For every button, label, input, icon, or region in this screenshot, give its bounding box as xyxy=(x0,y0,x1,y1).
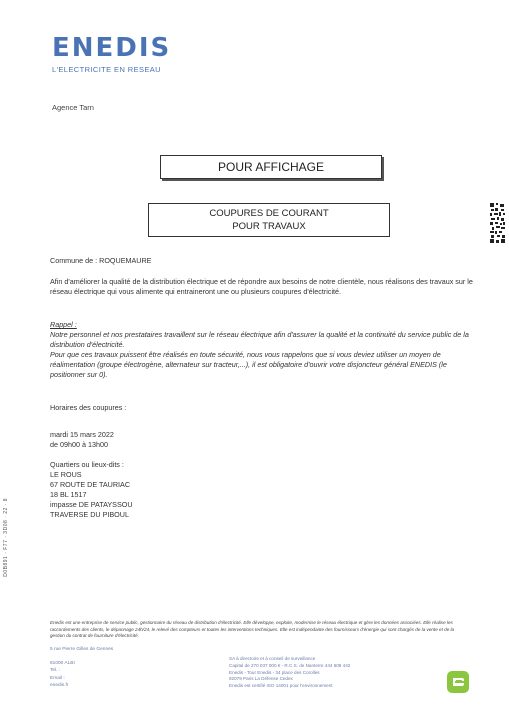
enedis-symbol-icon xyxy=(446,670,470,694)
notice-title-line2: POUR TRAVAUX xyxy=(232,221,306,232)
enedis-logo-text: ENEDIS xyxy=(52,33,172,63)
footer-address-line1: 5 rue Pierre Gilles de Gennes xyxy=(50,647,114,652)
list-item: TRAVERSE DU PIBOUL xyxy=(50,510,129,519)
company-line2: Capital de 270 037 000 € - R.C.S. de Nanterre 444 608 442 xyxy=(229,662,351,668)
footer-address-line2: 81000 ALBI xyxy=(50,660,75,666)
logo-subtitle: L'ELECTRICITE EN RESEAU xyxy=(52,65,161,74)
company-line3: Enedis - Tour Enedis - 34 place des Corolles xyxy=(229,669,320,675)
company-line4: 92079 Paris La Défense Cedex xyxy=(229,676,293,682)
quartiers-title: Quartiers ou lieux-dits : xyxy=(50,460,124,469)
commune: Commune de : ROQUEMAURE xyxy=(50,256,152,265)
rappel-title: Rappel : xyxy=(50,320,77,329)
footer-tel: Tel. : xyxy=(50,668,61,673)
rappel-paragraph xyxy=(50,330,470,380)
outage-time: de 09h00 à 13h00 xyxy=(50,440,108,449)
company-line1: SA à directoire et à conseil de surveillance xyxy=(229,656,316,661)
horaires-title: Horaires des coupures : xyxy=(50,403,127,412)
footer-legal-text: Enedis est une entreprise de service public, gestionnaire du réseau de distribution d'électricité. Elle développe, exploite, modernise le réseau électrique et gère les données associées. Elle réalise les raccordements des clients, le dépannage 24h/24, le relevé des compteurs et toutes les interventions techniques. Elle est indépendante des fournisseurs d'énergie qui sont chargés de la vente et de la gestion du contrat de fourniture d'électricité. xyxy=(50,620,455,638)
qr-code-icon xyxy=(490,203,505,243)
rappel-line-1: Notre personnel et nos prestataires travaillent sur le réseau électrique afin d'assurer la qualité et la continuité du service public de la distribution d'électricité. xyxy=(50,330,469,349)
rappel-line-2: Pour que ces travaux puissent être réalisés en toute sécurité, nous vous rappelons que si vous deviez utiliser un moyen de réalimentation (groupe électrogène, alternateur sur tracteur,...), il est obligatoire d'ouvrir votre disjoncteur général ENEDIS (le positionner sur 0). xyxy=(50,350,447,379)
agency-name: Agence Tarn xyxy=(52,103,94,112)
side-reference-code: D0B891 · F77 · 3D08 · 22 · 8 xyxy=(3,498,9,577)
list-item: 67 ROUTE DE TAURIAC xyxy=(50,480,131,489)
display-banner-text: POUR AFFICHAGE xyxy=(217,160,324,174)
outage-schedule xyxy=(50,430,114,450)
footer-website: enedis.fr xyxy=(50,683,69,688)
intro-paragraph: Afin d'améliorer la qualité de la distribution électrique et de répondre aux besoins de notre clientèle, nous réalisons des travaux sur le réseau électrique qui vous alimente qui entraineront une ou plusieurs coupures d'électricité. xyxy=(50,277,473,296)
notice-title-line1: COUPURES DE COURANT xyxy=(209,208,329,219)
list-item: impasse DE PATAYSSOU xyxy=(50,500,133,509)
footer-contact xyxy=(50,646,113,690)
footer-company-info xyxy=(229,656,350,690)
company-line5: Enedis est certifié ISO 14001 pour l'environnement xyxy=(229,683,333,689)
display-banner xyxy=(160,155,382,179)
list-item: LE ROUS xyxy=(50,470,82,479)
list-item: 18 BL 1517 xyxy=(50,490,87,499)
quartiers-list xyxy=(50,460,133,520)
footer-email: Email : xyxy=(50,675,65,681)
outage-date: mardi 15 mars 2022 xyxy=(50,430,114,439)
notice-title-box xyxy=(148,203,390,237)
